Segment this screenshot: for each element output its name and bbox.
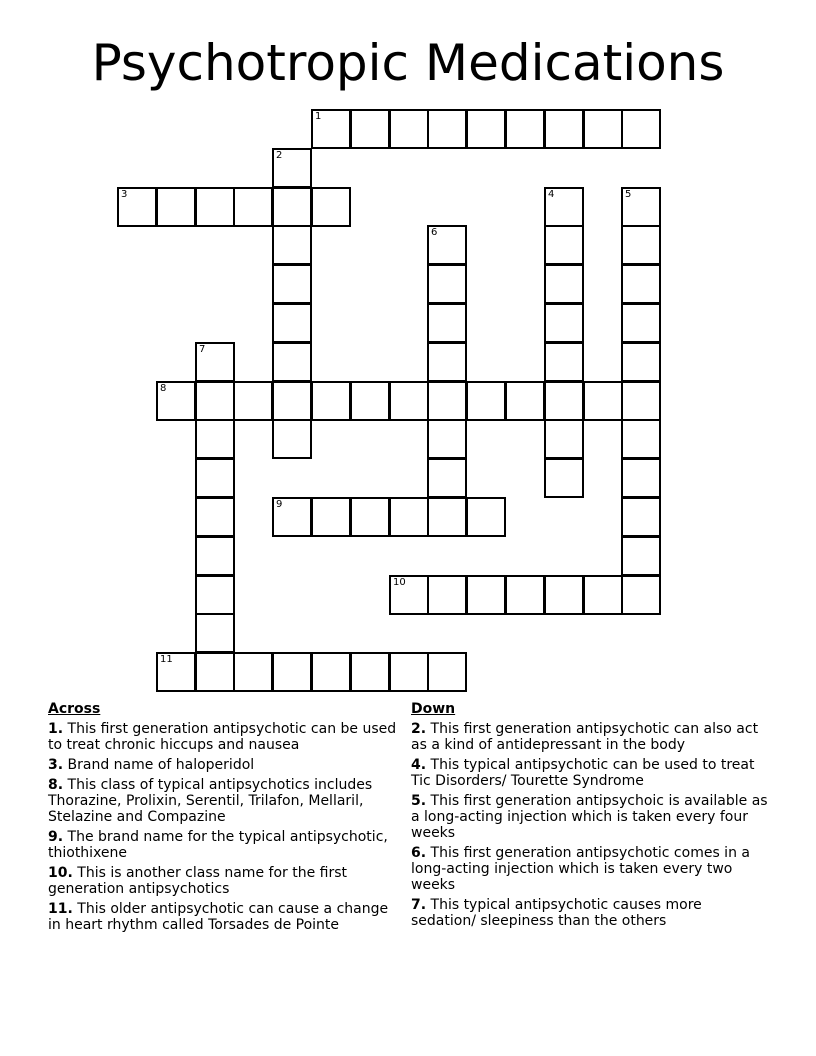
grid-cell[interactable]: [195, 458, 235, 498]
clue-number: 10.: [48, 865, 73, 881]
grid-cell[interactable]: [195, 419, 235, 459]
clue-number: 7.: [411, 897, 427, 913]
grid-cell[interactable]: [621, 419, 661, 459]
grid-cell[interactable]: [544, 303, 584, 343]
grid-cell[interactable]: [272, 652, 312, 692]
grid-cell[interactable]: [427, 419, 467, 459]
grid-cell[interactable]: [272, 381, 312, 421]
grid-cell[interactable]: [621, 225, 661, 265]
cell-number: 7: [199, 344, 206, 355]
clue-number: 2.: [411, 721, 427, 737]
clue-text: Brand name of haloperidol: [63, 757, 255, 773]
clue-across-3: [48, 757, 403, 773]
grid-cell[interactable]: [427, 652, 467, 692]
grid-cell[interactable]: [427, 497, 467, 537]
grid-cell[interactable]: [466, 109, 506, 149]
grid-cell[interactable]: [427, 381, 467, 421]
grid-cell[interactable]: [427, 264, 467, 304]
grid-cell[interactable]: [621, 303, 661, 343]
down-heading: Down: [411, 701, 456, 717]
grid-cell[interactable]: [233, 187, 273, 227]
grid-cell[interactable]: [621, 342, 661, 382]
grid-cell[interactable]: [466, 381, 506, 421]
grid-cell[interactable]: [544, 419, 584, 459]
grid-cell[interactable]: [272, 148, 312, 188]
grid-cell[interactable]: [544, 458, 584, 498]
grid-cell[interactable]: [621, 187, 661, 227]
grid-cell[interactable]: [621, 109, 661, 149]
grid-cell[interactable]: [195, 536, 235, 576]
grid-cell[interactable]: [544, 342, 584, 382]
grid-cell[interactable]: [272, 264, 312, 304]
clue-across-10: [48, 865, 403, 897]
grid-cell[interactable]: [311, 109, 351, 149]
clue-text: This typical antipsychotic can be used to treat Tic Disorders/ Tourette Syndrome: [411, 757, 755, 789]
grid-cell[interactable]: [195, 652, 235, 692]
clue-number: 4.: [411, 757, 427, 773]
across-clue-list: [48, 721, 403, 933]
grid-cell[interactable]: [389, 652, 429, 692]
clue-number: 1.: [48, 721, 64, 737]
clue-text: This first generation antipsychoic is available as a long-acting injection which is taken every four weeks: [411, 793, 768, 841]
grid-cell[interactable]: [621, 575, 661, 615]
grid-cell[interactable]: [621, 458, 661, 498]
grid-cell[interactable]: [466, 575, 506, 615]
grid-cell[interactable]: [389, 575, 429, 615]
clue-number: 6.: [411, 845, 427, 861]
clue-text: This first generation antipsychotic can be used to treat chronic hiccups and nausea: [48, 721, 397, 753]
grid-cell[interactable]: [621, 497, 661, 537]
clue-number: 8.: [48, 777, 64, 793]
grid-cell[interactable]: [272, 497, 312, 537]
grid-cell[interactable]: [427, 342, 467, 382]
grid-cell[interactable]: [311, 187, 351, 227]
clue-number: 3.: [48, 757, 64, 773]
cell-number: 10: [393, 577, 406, 588]
grid-cell[interactable]: [195, 497, 235, 537]
grid-cell[interactable]: [583, 109, 623, 149]
grid-cell[interactable]: [505, 575, 545, 615]
grid-cell[interactable]: [544, 264, 584, 304]
grid-cell[interactable]: [427, 458, 467, 498]
clue-text: This is another class name for the first generation antipsychotics: [48, 865, 347, 897]
clue-number: 5.: [411, 793, 427, 809]
grid-cell[interactable]: [233, 652, 273, 692]
clue-down-2: [411, 721, 771, 753]
clue-down-7: [411, 897, 771, 929]
clue-text: This first generation antipsychotic can also act as a kind of antidepressant in the body: [411, 721, 759, 753]
grid-cell[interactable]: [195, 342, 235, 382]
grid-cell[interactable]: [427, 109, 467, 149]
grid-cell[interactable]: [621, 536, 661, 576]
grid-cell[interactable]: [544, 187, 584, 227]
grid-cell[interactable]: [544, 381, 584, 421]
grid-cell[interactable]: [272, 187, 312, 227]
grid-cell[interactable]: [195, 575, 235, 615]
clue-down-4: [411, 757, 771, 789]
clue-across-8: [48, 777, 403, 825]
grid-cell[interactable]: [621, 264, 661, 304]
grid-cell[interactable]: [156, 652, 196, 692]
clue-down-6: [411, 845, 771, 893]
grid-cell[interactable]: [427, 225, 467, 265]
down-clues: [411, 701, 771, 933]
clue-text: This class of typical antipsychotics includes Thorazine, Prolixin, Serentil, Trilafon, Mellaril, Stelazine and Compazine: [48, 777, 373, 825]
grid-cell[interactable]: [544, 109, 584, 149]
grid-cell[interactable]: [427, 303, 467, 343]
cell-number: 8: [160, 383, 167, 394]
cell-number: 1: [315, 111, 322, 122]
grid-cell[interactable]: [544, 575, 584, 615]
clue-text: This older antipsychotic can cause a change in heart rhythm called Torsades de Pointe: [48, 901, 389, 933]
grid-cell[interactable]: [311, 652, 351, 692]
clue-text: The brand name for the typical antipsychotic, thiothixene: [48, 829, 388, 861]
cell-number: 3: [121, 189, 128, 200]
cell-number: 9: [276, 499, 283, 510]
clue-across-1: [48, 721, 403, 753]
grid-cell[interactable]: [505, 381, 545, 421]
grid-cell[interactable]: [389, 109, 429, 149]
grid-cell[interactable]: [621, 381, 661, 421]
grid-cell[interactable]: [311, 381, 351, 421]
across-clues: [48, 701, 403, 937]
grid-cell[interactable]: [233, 381, 273, 421]
grid-cell[interactable]: [350, 497, 390, 537]
grid-cell[interactable]: [350, 109, 390, 149]
grid-cell[interactable]: [195, 613, 235, 653]
clue-down-5: [411, 793, 771, 841]
clue-text: This typical antipsychotic causes more sedation/ sleepiness than the others: [411, 897, 702, 929]
grid-cell[interactable]: [156, 187, 196, 227]
page-title: Psychotropic Medications: [91, 34, 725, 92]
clue-text: This first generation antipsychotic comes in a long-acting injection which is taken every two weeks: [411, 845, 750, 893]
down-clue-list: [411, 721, 771, 929]
clue-across-11: [48, 901, 403, 933]
cell-number: 11: [160, 654, 173, 665]
grid-cell[interactable]: [350, 652, 390, 692]
cell-number: 6: [431, 227, 438, 238]
clue-number: 9.: [48, 829, 64, 845]
grid-cell[interactable]: [389, 381, 429, 421]
grid-cell[interactable]: [583, 575, 623, 615]
grid-cell[interactable]: [311, 497, 351, 537]
cell-number: 5: [625, 189, 632, 200]
grid-cell[interactable]: [117, 187, 157, 227]
grid-cell[interactable]: [389, 497, 429, 537]
grid-cell[interactable]: [544, 225, 584, 265]
grid-cell[interactable]: [156, 381, 196, 421]
grid-cell[interactable]: [272, 225, 312, 265]
grid-cell[interactable]: [505, 109, 545, 149]
grid-cell[interactable]: [583, 381, 623, 421]
clue-across-9: [48, 829, 403, 861]
grid-cell[interactable]: [427, 575, 467, 615]
clue-number: 11.: [48, 901, 73, 917]
grid-cell[interactable]: [195, 187, 235, 227]
across-heading: Across: [48, 701, 101, 717]
cell-number: 2: [276, 150, 283, 161]
grid-cell[interactable]: [195, 381, 235, 421]
grid-cell[interactable]: [350, 381, 390, 421]
grid-cell[interactable]: [466, 497, 506, 537]
grid-cell[interactable]: [272, 419, 312, 459]
cell-number: 4: [548, 189, 555, 200]
grid-cell[interactable]: [272, 342, 312, 382]
grid-cell[interactable]: [272, 303, 312, 343]
